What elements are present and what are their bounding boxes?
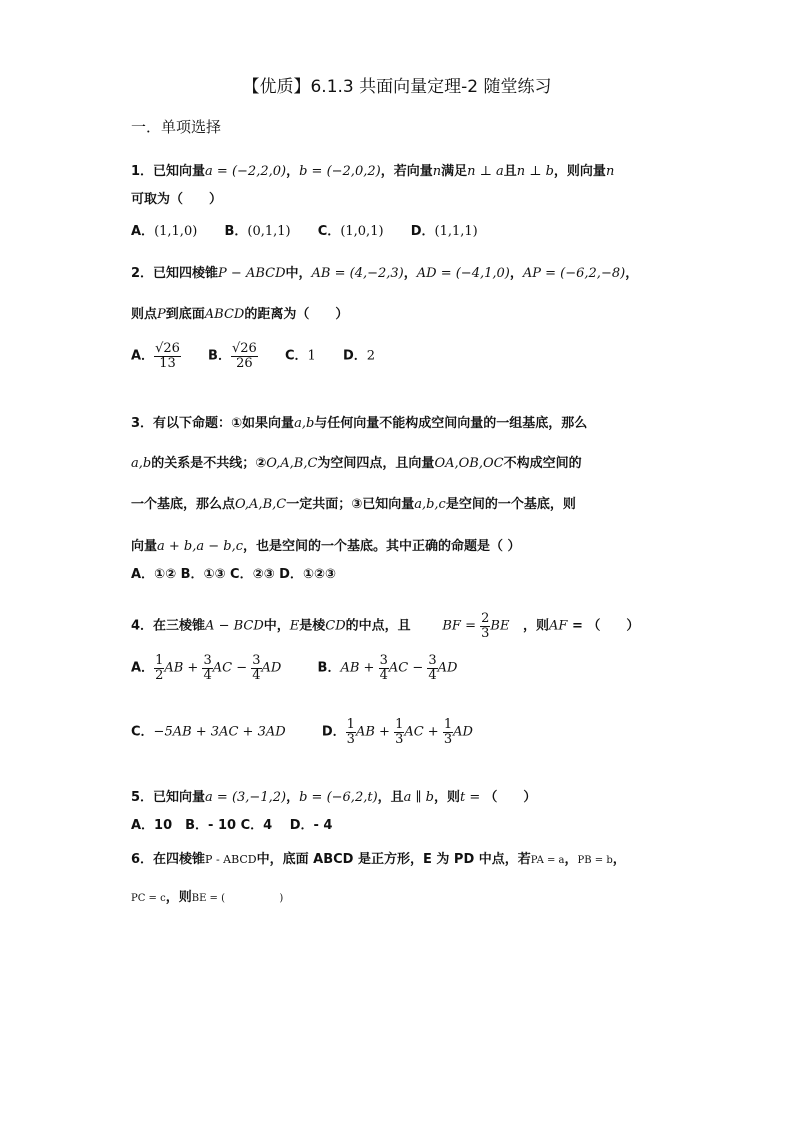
question-1-line-1: 1．已知向量a = (−2,2,0)，b = (−2,0,2)，若向量n满足n ⊥ a且n ⊥ b，则向量n bbox=[131, 164, 615, 179]
page-title: 【优质】6.1.3 共面向量定理-2 随堂练习 bbox=[242, 77, 552, 97]
question-4-options-cd: C．−5AB + 3AC + 3AD D． $\frac{1}{3}$ AB + $\frac{1}{3}$ AC + $\frac{1}{3}$ AD bbox=[131, 717, 473, 747]
question-4-line-1: 4．在三棱锥A − BCD中，E是棱CD的中点，且 BF = $\frac{2}{3}$ BE ，则AF = （ ） bbox=[131, 611, 640, 641]
question-3-line-2: a,b的关系是不共线；②O,A,B,C为空间四点，且向量OA,OB,OC不构成空间的 bbox=[131, 456, 582, 471]
question-3-line-4: 向量a + b,a − b,c，也是空间的一个基底。其中正确的命题是（ ） bbox=[131, 539, 521, 554]
question-4-options-ab: A． $\frac{1}{2}$ AB + $\frac{3}{4}$ AC − $\frac{3}{4}$ AD B．AB + $\frac{3}{4}$ AC − $\frac{3}{4}$ AD bbox=[131, 653, 458, 683]
question-6-line-1: 6．在四棱锥P - ABCD中，底面 ABCD 是正方形，E 为 PD 中点，若PA = a，PB = b， bbox=[131, 852, 626, 867]
question-3-options: A．①② B．①③ C．②③ D．①②③ bbox=[131, 567, 336, 582]
question-6-line-2: PC = c，则BE = ( ) bbox=[131, 890, 284, 905]
question-5-options: A．10 B．- 10 C．4 D．- 4 bbox=[131, 818, 333, 833]
question-2-line-2: 则点P到底面ABCD的距离为（ ） bbox=[131, 307, 349, 322]
question-1-line-2: 可取为（ ） bbox=[131, 192, 223, 207]
question-2-line-1: 2．已知四棱锥P − ABCD中，AB = (4,−2,3)，AD = (−4,1,0)，AP = (−6,2,−8)， bbox=[131, 266, 639, 281]
question-3-line-1: 3．有以下命题：①如果向量a,b与任何向量不能构成空间向量的一组基底，那么 bbox=[131, 416, 588, 431]
section-heading: 一．单项选择 bbox=[131, 118, 222, 136]
question-2-options: A． $\frac{√26}{13}$ B． $\frac{√26}{26}$ C．1 D．2 bbox=[131, 341, 376, 371]
question-5-line-1: 5．已知向量a = (3,−1,2)，b = (−6,2,t)，且a ∥ b，则t = （ ） bbox=[131, 790, 537, 805]
question-1-options: A．(1,1,0) B．(0,1,1) C．(1,0,1) D．(1,1,1) bbox=[131, 224, 478, 239]
question-3-line-3: 一个基底，那么点O,A,B,C一定共面；③已知向量a,b,c是空间的一个基底，则 bbox=[131, 497, 576, 512]
